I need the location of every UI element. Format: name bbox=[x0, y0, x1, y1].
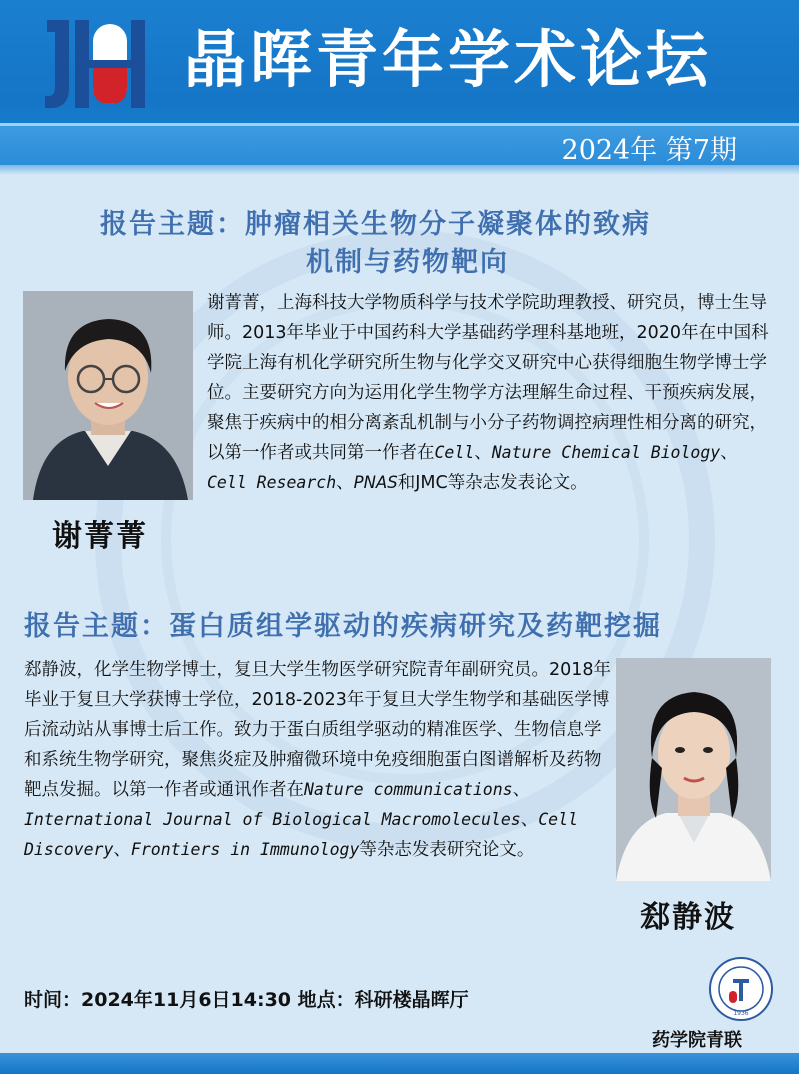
journal-cell-research: Cell Research bbox=[207, 473, 337, 492]
talk1-topic-line2: 机制与药物靶向 bbox=[306, 247, 509, 278]
journal-nature-communications: Nature communications bbox=[304, 780, 513, 799]
separator: 、 bbox=[113, 840, 131, 860]
forum-logo-icon bbox=[43, 16, 153, 112]
journal-nature-chem-bio: Nature Chemical Biology bbox=[491, 443, 721, 462]
journal-ijbm: International Journal of Biological Macromolecules bbox=[24, 810, 521, 829]
separator: 、 bbox=[512, 780, 531, 800]
speaker2-photo bbox=[616, 658, 771, 881]
issue-number: 2024年 第7期 bbox=[561, 135, 737, 166]
journal-jmc: 和JMC bbox=[397, 473, 448, 493]
journal-cell: Cell bbox=[434, 443, 475, 462]
separator: 、 bbox=[520, 810, 539, 830]
speaker2-bio-end: 等杂志发表研究论文。 bbox=[359, 840, 535, 860]
separator: 、 bbox=[720, 443, 738, 463]
separator: 、 bbox=[474, 443, 492, 463]
talk2-topic: 报告主题：蛋白质组学驱动的疾病研究及药靶挖掘 bbox=[24, 611, 662, 642]
speaker2-bio bbox=[24, 655, 614, 865]
school-badge-icon bbox=[709, 957, 773, 1021]
speaker1-bio bbox=[207, 288, 777, 498]
speaker1-bio-text: 谢菁菁，上海科技大学物质科学与技术学院助理教授、研究员，博士生导师。2013年毕业于中国药科大学基础药学理科基地班，2020年在中国科学院上海有机化学研究所生物与化学交叉研究中心获得细胞生物学博士学位。主要研究方向为运用化学生物学方法理解生命过程、干预疾病发展，聚焦于疾病中的相分离紊乱机制与小分子药物调控病理性相分离的研究，以第一作者或共同第一作者在 bbox=[207, 293, 769, 463]
journal-pnas: PNAS bbox=[353, 473, 398, 492]
event-time-location: 时间：2024年11月6日14:30 地点：科研楼晶晖厅 bbox=[24, 989, 469, 1011]
talk1-topic-line1: 报告主题：肿瘤相关生物分子凝聚体的致病 bbox=[100, 209, 651, 240]
journal-cell-discovery: Cell Discovery bbox=[24, 810, 578, 859]
journal-frontiers-immunology: Frontiers in Immunology bbox=[130, 840, 360, 859]
forum-title: 晶晖青年学术论坛 bbox=[184, 23, 713, 96]
speaker1-name: 谢菁菁 bbox=[52, 519, 148, 554]
speaker2-name: 郄静波 bbox=[640, 900, 736, 935]
organizer-name: 药学院青联 bbox=[652, 1030, 742, 1051]
separator: 、 bbox=[336, 473, 354, 493]
speaker1-bio-end: 等杂志发表论文。 bbox=[447, 473, 588, 493]
speaker1-photo bbox=[23, 291, 193, 500]
bottom-bar bbox=[0, 1053, 799, 1074]
badge-year: 1936 bbox=[733, 1010, 749, 1017]
speaker2-bio-text: 郄静波，化学生物学博士，复旦大学生物医学研究院青年副研究员。2018年毕业于复旦大学获博士学位，2018-2023年于复旦大学生物学和基础医学博后流动站从事博士后工作。致力于蛋白质组学驱动的精准医学、生物信息学和系统生物学研究，聚焦炎症及肿瘤微环境中免疫细胞蛋白图谱解析及药物靶点发掘。以第一作者或通讯作者在 bbox=[24, 660, 612, 800]
